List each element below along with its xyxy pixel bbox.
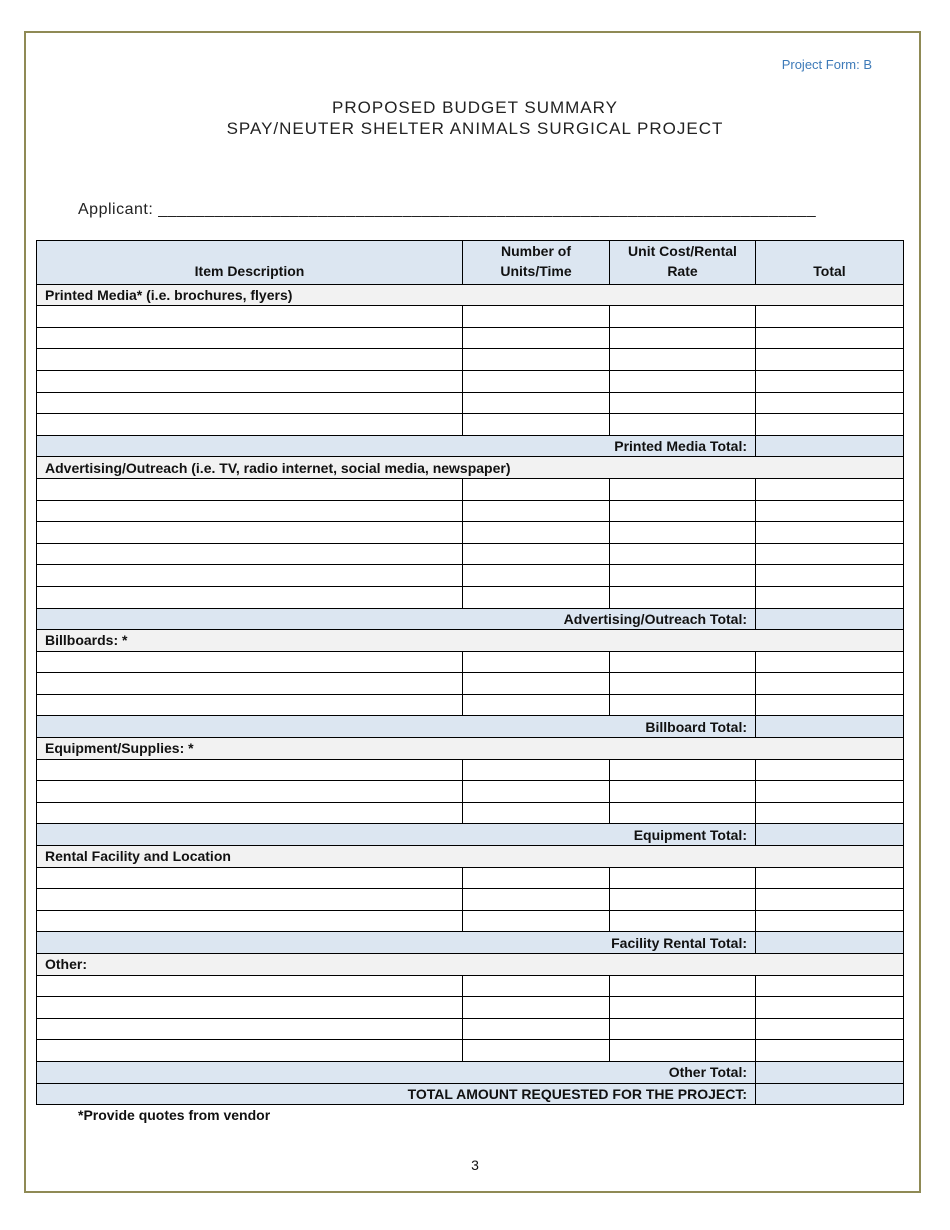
section-total-label: Billboard Total: (37, 716, 756, 738)
section-total-row (37, 608, 904, 630)
table-row (37, 349, 904, 371)
total-cell[interactable] (756, 370, 904, 392)
unit-cost-cell[interactable] (610, 781, 756, 803)
item-description-cell[interactable] (37, 543, 463, 565)
units-cell[interactable] (463, 349, 610, 371)
total-cell[interactable] (756, 910, 904, 932)
table-row (37, 414, 904, 436)
col-header-units: Number of Units/Time (463, 241, 610, 285)
unit-cost-cell[interactable] (610, 889, 756, 911)
units-cell[interactable] (463, 975, 610, 997)
unit-cost-cell[interactable] (610, 802, 756, 824)
total-cell[interactable] (756, 306, 904, 328)
units-cell[interactable] (463, 565, 610, 587)
form-label: Project Form: B (781, 57, 872, 72)
units-cell[interactable] (463, 478, 610, 500)
total-cell[interactable] (756, 327, 904, 349)
section-total-label: Printed Media Total: (37, 435, 756, 457)
table-row (37, 651, 904, 673)
section-total-row (37, 1061, 904, 1083)
unit-cost-cell[interactable] (610, 414, 756, 436)
total-cell[interactable] (756, 586, 904, 608)
units-cell[interactable] (463, 802, 610, 824)
item-description-cell[interactable] (37, 349, 463, 371)
section-total-label: Equipment Total: (37, 824, 756, 846)
item-description-cell[interactable] (37, 997, 463, 1019)
page-number: 3 (471, 1157, 479, 1173)
unit-cost-cell[interactable] (610, 349, 756, 371)
table-row (37, 759, 904, 781)
item-description-cell[interactable] (37, 478, 463, 500)
total-cell[interactable] (756, 802, 904, 824)
footnote: *Provide quotes from vendor (78, 1107, 271, 1123)
col-header-total: Total (756, 241, 904, 285)
table-row (37, 673, 904, 695)
unit-cost-cell[interactable] (610, 586, 756, 608)
section-total-row (37, 932, 904, 954)
grand-total-row (37, 1083, 904, 1105)
unit-cost-cell[interactable] (610, 975, 756, 997)
units-cell[interactable] (463, 1040, 610, 1062)
total-cell[interactable] (756, 889, 904, 911)
units-cell[interactable] (463, 781, 610, 803)
item-description-cell[interactable] (37, 565, 463, 587)
unit-cost-cell[interactable] (610, 1018, 756, 1040)
table-row (37, 910, 904, 932)
item-description-cell[interactable] (37, 522, 463, 544)
units-cell[interactable] (463, 910, 610, 932)
total-cell[interactable] (756, 694, 904, 716)
item-description-cell[interactable] (37, 867, 463, 889)
total-cell[interactable] (756, 1040, 904, 1062)
item-description-cell[interactable] (37, 889, 463, 911)
table-row (37, 1018, 904, 1040)
section-title: Rental Facility and Location (37, 846, 904, 868)
item-description-cell[interactable] (37, 327, 463, 349)
item-description-cell[interactable] (37, 1018, 463, 1040)
table-row (37, 802, 904, 824)
section-total-value[interactable] (756, 608, 904, 630)
total-cell[interactable] (756, 478, 904, 500)
unit-cost-cell[interactable] (610, 651, 756, 673)
units-cell[interactable] (463, 673, 610, 695)
total-cell[interactable] (756, 414, 904, 436)
units-cell[interactable] (463, 867, 610, 889)
table-row (37, 889, 904, 911)
unit-cost-cell[interactable] (610, 867, 756, 889)
table-row (37, 1040, 904, 1062)
item-description-cell[interactable] (37, 781, 463, 803)
col-header-unit-cost: Unit Cost/Rental Rate (610, 241, 756, 285)
unit-cost-cell[interactable] (610, 478, 756, 500)
table-header-row (37, 241, 904, 285)
budget-table (36, 240, 904, 1105)
table-row (37, 781, 904, 803)
unit-cost-cell[interactable] (610, 997, 756, 1019)
col-header-item-description: Item Description (37, 241, 463, 285)
section-title: Printed Media* (i.e. brochures, flyers) (37, 284, 904, 306)
unit-cost-cell[interactable] (610, 759, 756, 781)
total-cell[interactable] (756, 1018, 904, 1040)
total-cell[interactable] (756, 543, 904, 565)
item-description-cell[interactable] (37, 306, 463, 328)
item-description-cell[interactable] (37, 975, 463, 997)
item-description-cell[interactable] (37, 392, 463, 414)
section-header-row (37, 630, 904, 652)
section-title: Other: (37, 954, 904, 976)
unit-cost-cell[interactable] (610, 522, 756, 544)
total-cell[interactable] (756, 781, 904, 803)
table-row (37, 327, 904, 349)
item-description-cell[interactable] (37, 500, 463, 522)
unit-cost-cell[interactable] (610, 1040, 756, 1062)
grand-total-value[interactable] (756, 1083, 904, 1105)
unit-cost-cell[interactable] (610, 910, 756, 932)
item-description-cell[interactable] (37, 759, 463, 781)
section-header-row (37, 954, 904, 976)
item-description-cell[interactable] (37, 414, 463, 436)
item-description-cell[interactable] (37, 651, 463, 673)
section-total-row (37, 716, 904, 738)
section-total-label: Facility Rental Total: (37, 932, 756, 954)
units-cell[interactable] (463, 327, 610, 349)
unit-cost-cell[interactable] (610, 565, 756, 587)
section-total-value[interactable] (756, 1061, 904, 1083)
section-header-row (37, 846, 904, 868)
applicant-field[interactable]: Applicant: ______________________________________________________________________ (78, 201, 817, 218)
units-cell[interactable] (463, 1018, 610, 1040)
units-cell[interactable] (463, 543, 610, 565)
units-cell[interactable] (463, 392, 610, 414)
total-cell[interactable] (756, 522, 904, 544)
unit-cost-cell[interactable] (610, 392, 756, 414)
item-description-cell[interactable] (37, 910, 463, 932)
total-cell[interactable] (756, 867, 904, 889)
table-row (37, 543, 904, 565)
section-header-row (37, 284, 904, 306)
total-cell[interactable] (756, 759, 904, 781)
table-row (37, 478, 904, 500)
unit-cost-cell[interactable] (610, 370, 756, 392)
item-description-cell[interactable] (37, 1040, 463, 1062)
table-row (37, 565, 904, 587)
units-cell[interactable] (463, 997, 610, 1019)
table-row (37, 997, 904, 1019)
section-total-label: Advertising/Outreach Total: (37, 608, 756, 630)
table-row (37, 694, 904, 716)
section-title: Billboards: * (37, 630, 904, 652)
table-row (37, 370, 904, 392)
unit-cost-cell[interactable] (610, 673, 756, 695)
units-cell[interactable] (463, 694, 610, 716)
units-cell[interactable] (463, 370, 610, 392)
total-cell[interactable] (756, 997, 904, 1019)
page-title: PROPOSED BUDGET SUMMARY (332, 98, 618, 117)
total-cell[interactable] (756, 565, 904, 587)
item-description-cell[interactable] (37, 802, 463, 824)
units-cell[interactable] (463, 651, 610, 673)
section-header-row (37, 457, 904, 479)
item-description-cell[interactable] (37, 586, 463, 608)
grand-total-label: TOTAL AMOUNT REQUESTED FOR THE PROJECT: (37, 1083, 756, 1105)
total-cell[interactable] (756, 651, 904, 673)
table-row (37, 392, 904, 414)
table-row (37, 975, 904, 997)
unit-cost-cell[interactable] (610, 500, 756, 522)
units-cell[interactable] (463, 306, 610, 328)
table-row (37, 586, 904, 608)
section-total-value[interactable] (756, 716, 904, 738)
unit-cost-cell[interactable] (610, 327, 756, 349)
unit-cost-cell[interactable] (610, 543, 756, 565)
table-row (37, 867, 904, 889)
section-total-value[interactable] (756, 435, 904, 457)
section-total-label: Other Total: (37, 1061, 756, 1083)
total-cell[interactable] (756, 349, 904, 371)
units-cell[interactable] (463, 500, 610, 522)
item-description-cell[interactable] (37, 370, 463, 392)
item-description-cell[interactable] (37, 673, 463, 695)
section-title: Advertising/Outreach (i.e. TV, radio internet, social media, newspaper) (37, 457, 904, 479)
total-cell[interactable] (756, 673, 904, 695)
unit-cost-cell[interactable] (610, 694, 756, 716)
units-cell[interactable] (463, 522, 610, 544)
units-cell[interactable] (463, 586, 610, 608)
table-row (37, 500, 904, 522)
total-cell[interactable] (756, 975, 904, 997)
unit-cost-cell[interactable] (610, 306, 756, 328)
units-cell[interactable] (463, 889, 610, 911)
page-subtitle: SPAY/NEUTER SHELTER ANIMALS SURGICAL PROJECT (226, 119, 724, 138)
table-row (37, 522, 904, 544)
section-total-row (37, 435, 904, 457)
section-total-value[interactable] (756, 824, 904, 846)
section-header-row (37, 738, 904, 760)
item-description-cell[interactable] (37, 694, 463, 716)
section-total-row (37, 824, 904, 846)
table-row (37, 306, 904, 328)
units-cell[interactable] (463, 759, 610, 781)
total-cell[interactable] (756, 392, 904, 414)
total-cell[interactable] (756, 500, 904, 522)
section-title: Equipment/Supplies: * (37, 738, 904, 760)
section-total-value[interactable] (756, 932, 904, 954)
units-cell[interactable] (463, 414, 610, 436)
